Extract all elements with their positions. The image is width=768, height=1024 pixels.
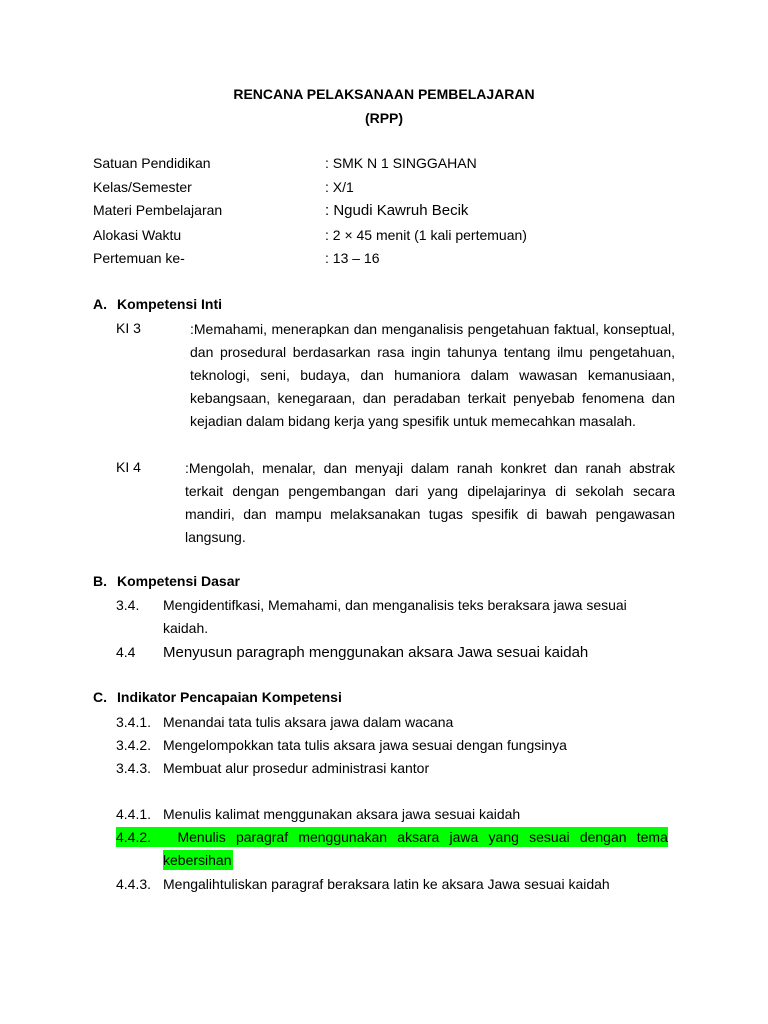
word: aksara xyxy=(397,829,440,845)
word: Menulis xyxy=(177,829,226,845)
item-number: 3.4. xyxy=(116,597,140,613)
ki4-text: :Mengolah, menalar, dan menyaji dalam ranah konkret dan ranah abstrak terkait dengan pengembangan dari yang dipelajarinya di sekolah secara mandiri, dan mampu melaksanakan tugas spesifik di bawah pengawasan langsung. xyxy=(185,460,675,545)
word: sesuai xyxy=(529,829,570,845)
info-value: : SMK N 1 SINGGAHAN xyxy=(325,155,477,171)
word: yang xyxy=(488,829,519,845)
ipk-item-4-4-2-highlighted xyxy=(116,826,668,868)
word: jawa xyxy=(449,829,479,845)
section-letter: A. xyxy=(93,296,107,312)
item-text: Menulis kalimat menggunakan aksara jawa sesuai kaidah xyxy=(163,806,521,822)
item-text: Menandai tata tulis aksara jawa dalam wacana xyxy=(163,714,454,730)
item-text: Membuat alur prosedur administrasi kantor xyxy=(163,760,430,776)
item-number: 4.4 xyxy=(116,644,136,660)
item-number: 3.4.3. xyxy=(116,760,152,776)
info-label: Materi Pembelajaran xyxy=(93,202,223,218)
section-letter: B. xyxy=(93,573,107,589)
item-number: 3.4.1. xyxy=(116,714,152,730)
document-title: RENCANA PELAKSANAAN PEMBELAJARAN xyxy=(233,86,535,102)
section-letter: C. xyxy=(93,689,107,705)
highlighted-line-continuation: kebersihan xyxy=(163,852,232,868)
word: tema xyxy=(636,829,668,845)
item-text: Mengalihtuliskan paragraf beraksara latin ke aksara Jawa sesuai kaidah xyxy=(163,876,610,892)
item-number: 4.4.1. xyxy=(116,806,152,822)
item-number: 4.4.3. xyxy=(116,876,152,892)
info-row-materi xyxy=(93,202,693,224)
info-row-satuan xyxy=(93,155,693,177)
section-title: Kompetensi Dasar xyxy=(117,573,240,589)
info-value: : 13 – 16 xyxy=(325,250,380,266)
section-a-heading xyxy=(93,296,222,312)
info-label: Pertemuan ke- xyxy=(93,250,185,266)
info-label: Alokasi Waktu xyxy=(93,227,182,243)
ki3-text: :Memahami, menerapkan dan menganalisis pengetahuan faktual, konseptual, dan prosedural berdasarkan rasa ingin tahunya tentang ilmu pengetahuan, teknologi, seni, budaya, dan humaniora dalam wawasan kemanusiaan, kebangsaan, kenegaraan, dan peradaban terkait penyebab fenomena dan kejadian dalam bidang kerja yang spesifik untuk memecahkan masalah. xyxy=(190,321,675,429)
item-text: Mengidentifkasi, Memahami, dan menganalisis teks beraksara jawa sesuai kaidah. xyxy=(163,597,627,636)
kd-item-3-4 xyxy=(116,594,676,640)
item-number: 4.4.2. xyxy=(116,829,152,845)
ki3-label: KI 3 xyxy=(116,320,141,336)
info-value: : X/1 xyxy=(325,179,354,195)
document-subtitle: (RPP) xyxy=(364,110,404,126)
info-row-pertemuan xyxy=(93,250,693,272)
section-b-heading xyxy=(93,573,240,589)
info-label: Kelas/Semester xyxy=(93,179,192,195)
item-text: Menyusun paragraph menggunakan aksara Jawa sesuai kaidah xyxy=(163,644,589,661)
word: dengan xyxy=(579,829,627,845)
word: menggunakan xyxy=(298,829,388,845)
highlighted-line xyxy=(116,827,668,847)
info-row-kelas xyxy=(93,179,693,201)
item-text: Mengelompokkan tata tulis aksara jawa sesuai dengan fungsinya xyxy=(163,737,567,753)
item-number: 3.4.2. xyxy=(116,737,152,753)
info-value: : 2 × 45 menit (1 kali pertemuan) xyxy=(325,227,527,243)
section-title: Indikator Pencapaian Kompetensi xyxy=(117,689,342,705)
info-row-alokasi xyxy=(93,227,693,249)
info-value: : Ngudi Kawruh Becik xyxy=(325,202,469,219)
section-title: Kompetensi Inti xyxy=(117,296,223,312)
info-label: Satuan Pendidikan xyxy=(93,155,211,171)
word: paragraf xyxy=(235,829,289,845)
ki4-label: KI 4 xyxy=(116,459,141,475)
section-c-heading xyxy=(93,689,342,705)
